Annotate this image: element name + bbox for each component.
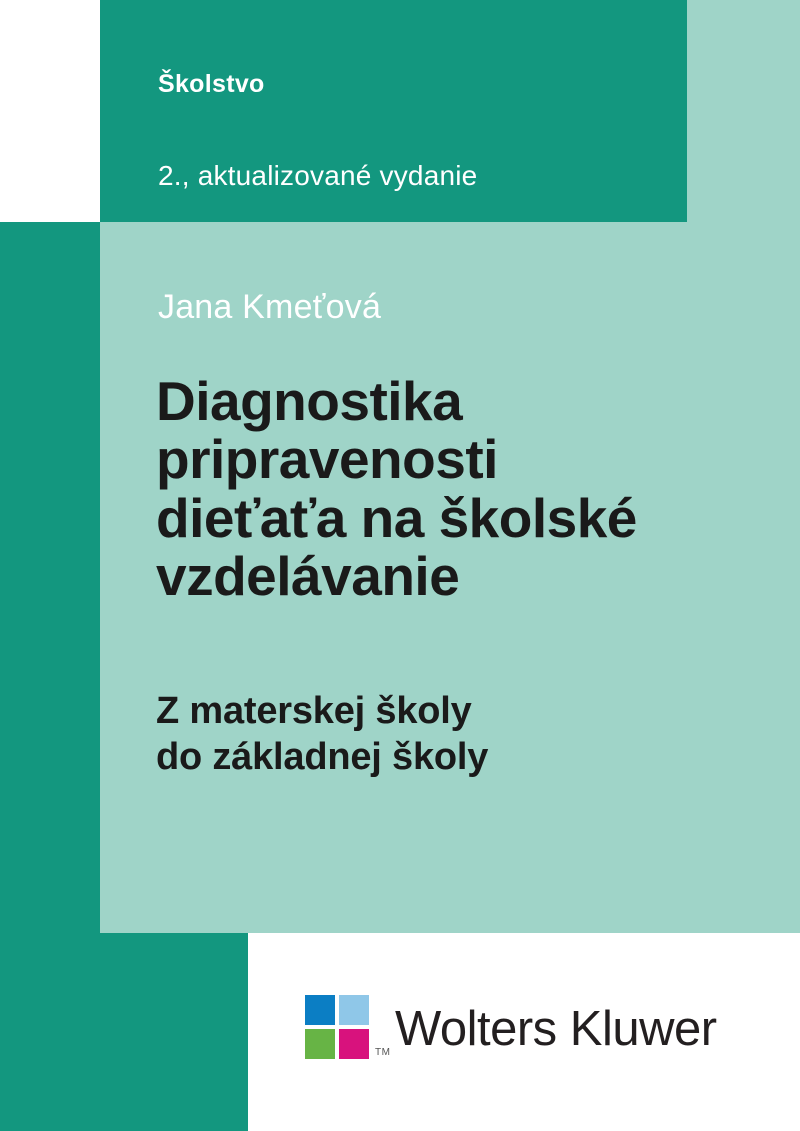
logo-square-bottom-left bbox=[305, 1029, 335, 1059]
logo-square-bottom-right bbox=[339, 1029, 369, 1059]
title-line-1: Diagnostika bbox=[156, 370, 463, 432]
title-line-3: dieťaťa na školské bbox=[156, 486, 637, 549]
title-line-2: pripravenosti bbox=[156, 428, 498, 491]
title-line-4: vzdelávanie bbox=[156, 544, 460, 607]
edition-label: 2., aktualizované vydanie bbox=[158, 160, 478, 191]
publisher-logo bbox=[305, 995, 717, 1063]
subtitle-line-2: do základnej školy bbox=[156, 736, 489, 779]
trademark-mark: TM bbox=[375, 1047, 391, 1058]
wolters-kluwer-squares-icon bbox=[305, 995, 391, 1063]
left-green-strip bbox=[0, 222, 100, 933]
page-title bbox=[156, 372, 756, 605]
page-subtitle bbox=[156, 688, 756, 781]
series-label: Školstvo bbox=[158, 70, 265, 98]
author-name: Jana Kmeťová bbox=[158, 288, 382, 326]
logo-square-top-left bbox=[305, 995, 335, 1025]
logo-square-top-right bbox=[339, 995, 369, 1025]
publisher-name: Wolters Kluwer bbox=[395, 1002, 717, 1056]
top-right-light-band bbox=[687, 0, 800, 222]
bottom-green-strip bbox=[0, 933, 248, 1131]
subtitle-line-1: Z materskej školy bbox=[156, 690, 472, 732]
